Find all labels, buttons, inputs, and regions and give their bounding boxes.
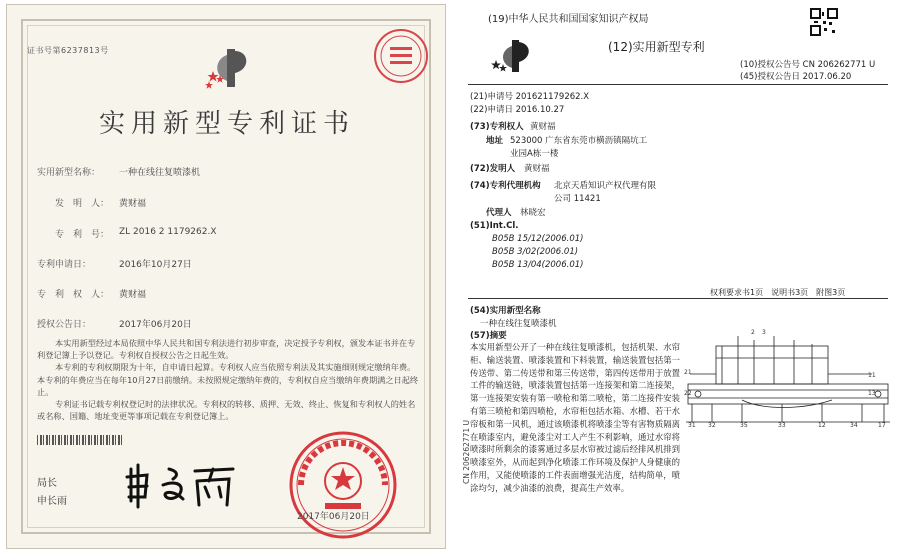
address-label: 地址 bbox=[486, 136, 504, 146]
application-date: (22)申请日 2016.10.27 bbox=[470, 105, 565, 115]
title-label: (54)实用新型名称 bbox=[470, 306, 541, 316]
grant-date-value: 2017年06月20日 bbox=[119, 320, 192, 330]
cnipa-logo-icon bbox=[205, 45, 255, 91]
certificate-number: 证书号第6237813号 bbox=[27, 46, 109, 55]
diagram-label: 2 bbox=[751, 329, 755, 336]
ipc-item: B05B 15/12(2006.01) bbox=[492, 234, 584, 244]
certificate-body bbox=[37, 337, 422, 422]
holder-label: 专 利 权 人： bbox=[37, 290, 110, 300]
header-divider bbox=[468, 84, 888, 85]
inventor-value: 黄财福 bbox=[119, 199, 147, 209]
name-label: 实用新型名称： bbox=[37, 168, 101, 178]
agency-line-1: 北京天盾知识产权代理有限 bbox=[554, 181, 657, 191]
name-value: 一种在线往复喷漆机 bbox=[119, 168, 201, 178]
abstract-label: (57)摘要 bbox=[470, 331, 507, 341]
diagram-label: 17 bbox=[878, 422, 886, 429]
diagram-label: 32 bbox=[708, 422, 716, 429]
red-seal-large-icon bbox=[287, 429, 399, 541]
title-value: 一种在线往复喷漆机 bbox=[480, 319, 557, 329]
diagram-label: 13 bbox=[868, 390, 876, 397]
director-name: 申长雨 bbox=[37, 496, 67, 507]
qr-code-icon bbox=[810, 8, 838, 36]
machine-drawing-icon bbox=[682, 326, 894, 431]
red-seal-small-icon bbox=[372, 27, 430, 85]
patent-gazette bbox=[458, 4, 894, 549]
inventor-label: 发 明 人： bbox=[55, 199, 110, 209]
ipc-item: B05B 3/02(2006.01) bbox=[492, 247, 579, 257]
diagram-label: 21 bbox=[684, 369, 692, 376]
gazette-office: (19)中华人民共和国国家知识产权局 bbox=[488, 14, 649, 25]
inventor-value: 黄财福 bbox=[524, 164, 550, 174]
director-signature-icon bbox=[125, 461, 240, 509]
grant-date-label: 授权公告日： bbox=[37, 320, 92, 330]
body-paragraph: 专利证书记载专利权登记时的法律状况。专利权的转移、质押、无效、终止、恢复和专利权人的姓名或名称、国籍、地址变更等事项记载在专利登记簿上。 bbox=[37, 399, 416, 422]
holder-value: 黄财福 bbox=[119, 290, 147, 300]
ipc-label: (51)Int.Cl. bbox=[470, 221, 519, 231]
page-info: 权利要求书1页 说明书3页 附图3页 bbox=[710, 288, 846, 297]
publication-date: (45)授权公告日 2017.06.20 bbox=[740, 72, 852, 82]
filing-date-label: 专利申请日： bbox=[37, 260, 92, 270]
patent-no-value: ZL 2016 2 1179262.X bbox=[119, 227, 217, 237]
gazette-type: (12)实用新型专利 bbox=[608, 40, 705, 54]
side-patent-number: CN 206262771 U bbox=[462, 419, 471, 484]
agency-label: (74)专利代理机构 bbox=[470, 181, 541, 191]
barcode bbox=[37, 435, 122, 445]
certificate-date-stamp: 2017年06月20日 bbox=[297, 512, 370, 522]
diagram-label: 34 bbox=[850, 422, 858, 429]
diagram-label: 11 bbox=[868, 372, 876, 379]
holder-value: 黄财福 bbox=[530, 122, 556, 132]
publication-number: (10)授权公告号 CN 206262771 U bbox=[740, 60, 876, 70]
director-label: 局长 bbox=[37, 478, 57, 489]
diagram-label: 12 bbox=[818, 422, 826, 429]
body-paragraph: 本实用新型经过本局依照中华人民共和国专利法进行初步审查，决定授予专利权，颁发本证书并在专利登记簿上予以登记。专利权自授权公告之日起生效。 bbox=[37, 338, 416, 361]
diagram-label: 3 bbox=[762, 329, 766, 336]
agent-value: 林晓宏 bbox=[520, 208, 546, 218]
cnipa-logo-icon bbox=[488, 36, 536, 76]
section-divider bbox=[468, 298, 888, 299]
holder-label: (73)专利权人 bbox=[470, 122, 524, 132]
diagram-label: 33 bbox=[778, 422, 786, 429]
body-paragraph: 本专利的专利权期限为十年，自申请日起算。专利权人应当依照专利法及其实施细则规定缴纳年费。本专利的年费应当在每年10月27日前缴纳。未按照规定缴纳年费的，专利权自应当缴纳年费期满之日起终止。 bbox=[37, 362, 419, 397]
abstract-text: 本实用新型公开了一种在线往复喷漆机，包括机架、水帘柜、输送装置、喷漆装置和下料装置，输送装置包括第一传送带、第二传送带和第三传送带，第四传送带用于放置工件的输送链，喷漆装置包括第一连接架和第二连接架，第一连接架安装有第一喷枪和第二喷枪，第二连接件安装有第三喷枪和第四喷枪，水帘柜包括水箱、水槽、若干水帘板和第一风机，通过该喷漆机将喷漆尘等有害物质隔离在喷漆室内，避免漆尘对工人产生不利影响，通过水帘将喷漆时所剩余的漆雾通过多层水帘被过滤后经排风机排到喷漆室外，从而起到净化喷漆工作环境及保护人身健康的作用，又能使喷漆的工件表面增强光洁度，结构简单，喷涂均匀，减少油漆的浪费，提高生产效率。 bbox=[470, 342, 680, 493]
application-number: (21)申请号 201621179262.X bbox=[470, 92, 590, 102]
diagram-label: 31 bbox=[688, 422, 696, 429]
agent-label: 代理人 bbox=[486, 208, 512, 218]
diagram-label: 22 bbox=[684, 390, 692, 397]
diagram-label: 35 bbox=[740, 422, 748, 429]
certificate-title: 实用新型专利证书 bbox=[98, 109, 355, 139]
agency-line-2: 公司 11421 bbox=[554, 194, 601, 204]
address-line-1: 523000 广东省东莞市横沥镇隔坑工 bbox=[510, 136, 648, 146]
patent-certificate bbox=[6, 4, 446, 549]
ipc-item: B05B 13/04(2006.01) bbox=[492, 260, 584, 270]
filing-date-value: 2016年10月27日 bbox=[119, 260, 192, 270]
inventor-label: (72)发明人 bbox=[470, 164, 516, 174]
patent-no-label: 专 利 号： bbox=[55, 230, 110, 240]
address-line-2: 业园A栋一楼 bbox=[510, 149, 559, 159]
